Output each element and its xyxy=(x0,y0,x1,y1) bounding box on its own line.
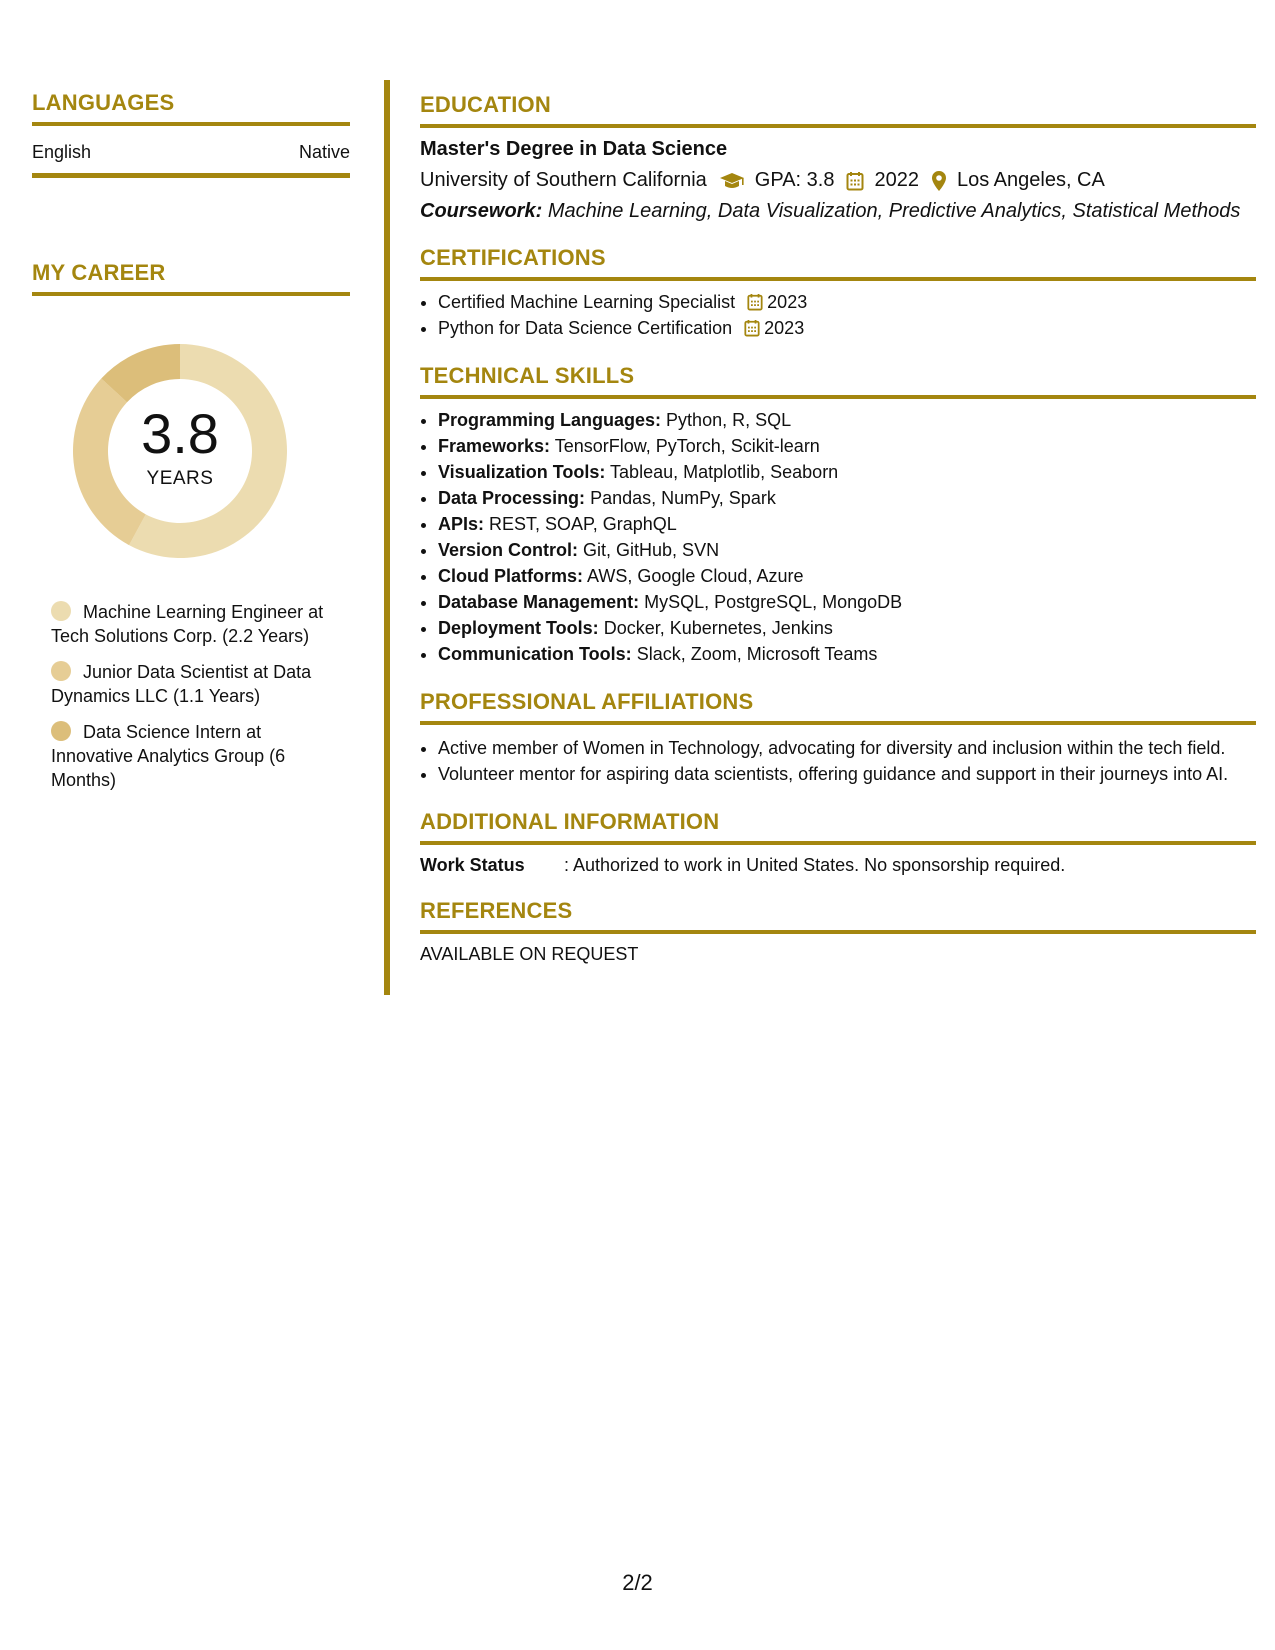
languages-title: LANGUAGES xyxy=(32,90,350,126)
skill-value: Docker, Kubernetes, Jenkins xyxy=(603,618,833,638)
education-details xyxy=(420,169,1256,192)
list-item xyxy=(438,589,1256,615)
main-column xyxy=(384,80,1260,995)
skill-value: Tableau, Matplotlib, Seaborn xyxy=(610,462,839,482)
legend-item xyxy=(51,600,341,648)
education-location: Los Angeles, CA xyxy=(956,169,1105,191)
skill-label: Data Processing: xyxy=(438,488,586,508)
certifications-list xyxy=(420,289,1256,341)
skill-value: TensorFlow, PyTorch, Scikit-learn xyxy=(554,436,820,456)
legend-label: Machine Learning Engineer at Tech Solutions Corp. (2.2 Years) xyxy=(51,602,324,646)
certifications-title: CERTIFICATIONS xyxy=(420,245,1256,281)
skill-value: Git, GitHub, SVN xyxy=(583,540,720,560)
career-donut-chart xyxy=(65,336,295,566)
affiliations-section xyxy=(420,689,1256,787)
skill-value: REST, SOAP, GraphQL xyxy=(489,514,677,534)
affiliations-list xyxy=(420,735,1256,787)
list-item xyxy=(438,289,1256,315)
list-item xyxy=(438,537,1256,563)
affiliations-title: PROFESSIONAL AFFILIATIONS xyxy=(420,689,1256,725)
skills-list xyxy=(420,407,1256,667)
education-school: University of Southern California xyxy=(420,169,707,191)
education-coursework xyxy=(420,200,1256,223)
legend-dot xyxy=(51,601,71,621)
main-content xyxy=(420,92,1256,965)
calendar-icon xyxy=(846,171,864,191)
calendar-icon xyxy=(744,319,760,337)
cert-name: • Python for Data Science Certification xyxy=(438,318,733,338)
cert-name: • Certified Machine Learning Specialist xyxy=(438,292,736,312)
education-gpa: GPA: 3.8 xyxy=(754,169,835,191)
list-item xyxy=(438,459,1256,485)
language-level: Native xyxy=(298,142,350,162)
sidebar xyxy=(32,90,350,804)
skill-label: Communication Tools: xyxy=(438,644,632,664)
list-item xyxy=(438,315,1256,341)
career-legend xyxy=(32,600,341,792)
education-year: 2022 xyxy=(874,169,919,191)
legend-label: Data Science Intern at Innovative Analytics Group (6 Months) xyxy=(51,722,286,790)
coursework-label: Coursework: xyxy=(420,200,543,222)
list-item xyxy=(438,407,1256,433)
references-title: REFERENCES xyxy=(420,898,1256,934)
skill-label: Programming Languages: xyxy=(438,410,662,430)
list-item xyxy=(438,433,1256,459)
skill-label: Cloud Platforms: xyxy=(438,566,584,586)
references-section xyxy=(420,898,1256,965)
references-text: AVAILABLE ON REQUEST xyxy=(420,944,639,964)
list-item xyxy=(438,511,1256,537)
coursework-text: Machine Learning, Data Visualization, Predictive Analytics, Statistical Methods xyxy=(547,200,1241,222)
work-status-key: Work Status xyxy=(420,855,525,875)
list-item xyxy=(438,641,1256,667)
calendar-icon xyxy=(747,293,763,311)
graduation-cap-icon xyxy=(719,172,745,190)
skill-value: Slack, Zoom, Microsoft Teams xyxy=(636,644,878,664)
skill-label: Visualization Tools: xyxy=(438,462,606,482)
technical-skills-title: TECHNICAL SKILLS xyxy=(420,363,1256,399)
career-title: MY CAREER xyxy=(32,260,350,296)
list-item xyxy=(438,615,1256,641)
career-total-value: 3.8 xyxy=(141,402,219,465)
legend-dot xyxy=(51,661,71,681)
technical-skills-section xyxy=(420,363,1256,667)
skill-label: Frameworks: xyxy=(438,436,551,456)
cert-year: 2023 xyxy=(767,292,808,312)
legend-item xyxy=(51,660,341,708)
certifications-section xyxy=(420,245,1256,341)
legend-dot xyxy=(51,721,71,741)
language-row xyxy=(32,126,350,178)
location-pin-icon xyxy=(931,170,947,192)
list-item xyxy=(438,485,1256,511)
donut-center xyxy=(65,336,295,566)
legend-item xyxy=(51,720,341,792)
work-status-row xyxy=(420,855,1256,876)
list-item: • Active member of Women in Technology, advocating for diversity and inclusion within the tech field. xyxy=(438,735,1256,761)
legend-label: Junior Data Scientist at Data Dynamics LLC (1.1 Years) xyxy=(51,662,312,706)
list-item: • Volunteer mentor for aspiring data scientists, offering guidance and support in their journeys into AI. xyxy=(438,761,1256,787)
skill-label: Database Management: xyxy=(438,592,640,612)
skill-label: Deployment Tools: xyxy=(438,618,599,638)
list-item xyxy=(438,563,1256,589)
skill-label: APIs: xyxy=(438,514,485,534)
career-total-unit: YEARS xyxy=(146,468,214,489)
skill-value: MySQL, PostgreSQL, MongoDB xyxy=(644,592,903,612)
additional-info-section xyxy=(420,809,1256,876)
skill-value: Python, R, SQL xyxy=(666,410,792,430)
additional-info-title: ADDITIONAL INFORMATION xyxy=(420,809,1256,845)
skill-value: AWS, Google Cloud, Azure xyxy=(587,566,804,586)
language-name: English xyxy=(32,142,92,162)
education-degree: Master's Degree in Data Science xyxy=(420,138,728,160)
work-status-value: : Authorized to work in United States. No sponsorship required. xyxy=(564,855,1066,875)
cert-year: 2023 xyxy=(764,318,805,338)
education-title: EDUCATION xyxy=(420,92,1256,128)
page-number: 2/2 xyxy=(622,1570,653,1595)
skill-value: Pandas, NumPy, Spark xyxy=(590,488,776,508)
skill-label: Version Control: xyxy=(438,540,579,560)
